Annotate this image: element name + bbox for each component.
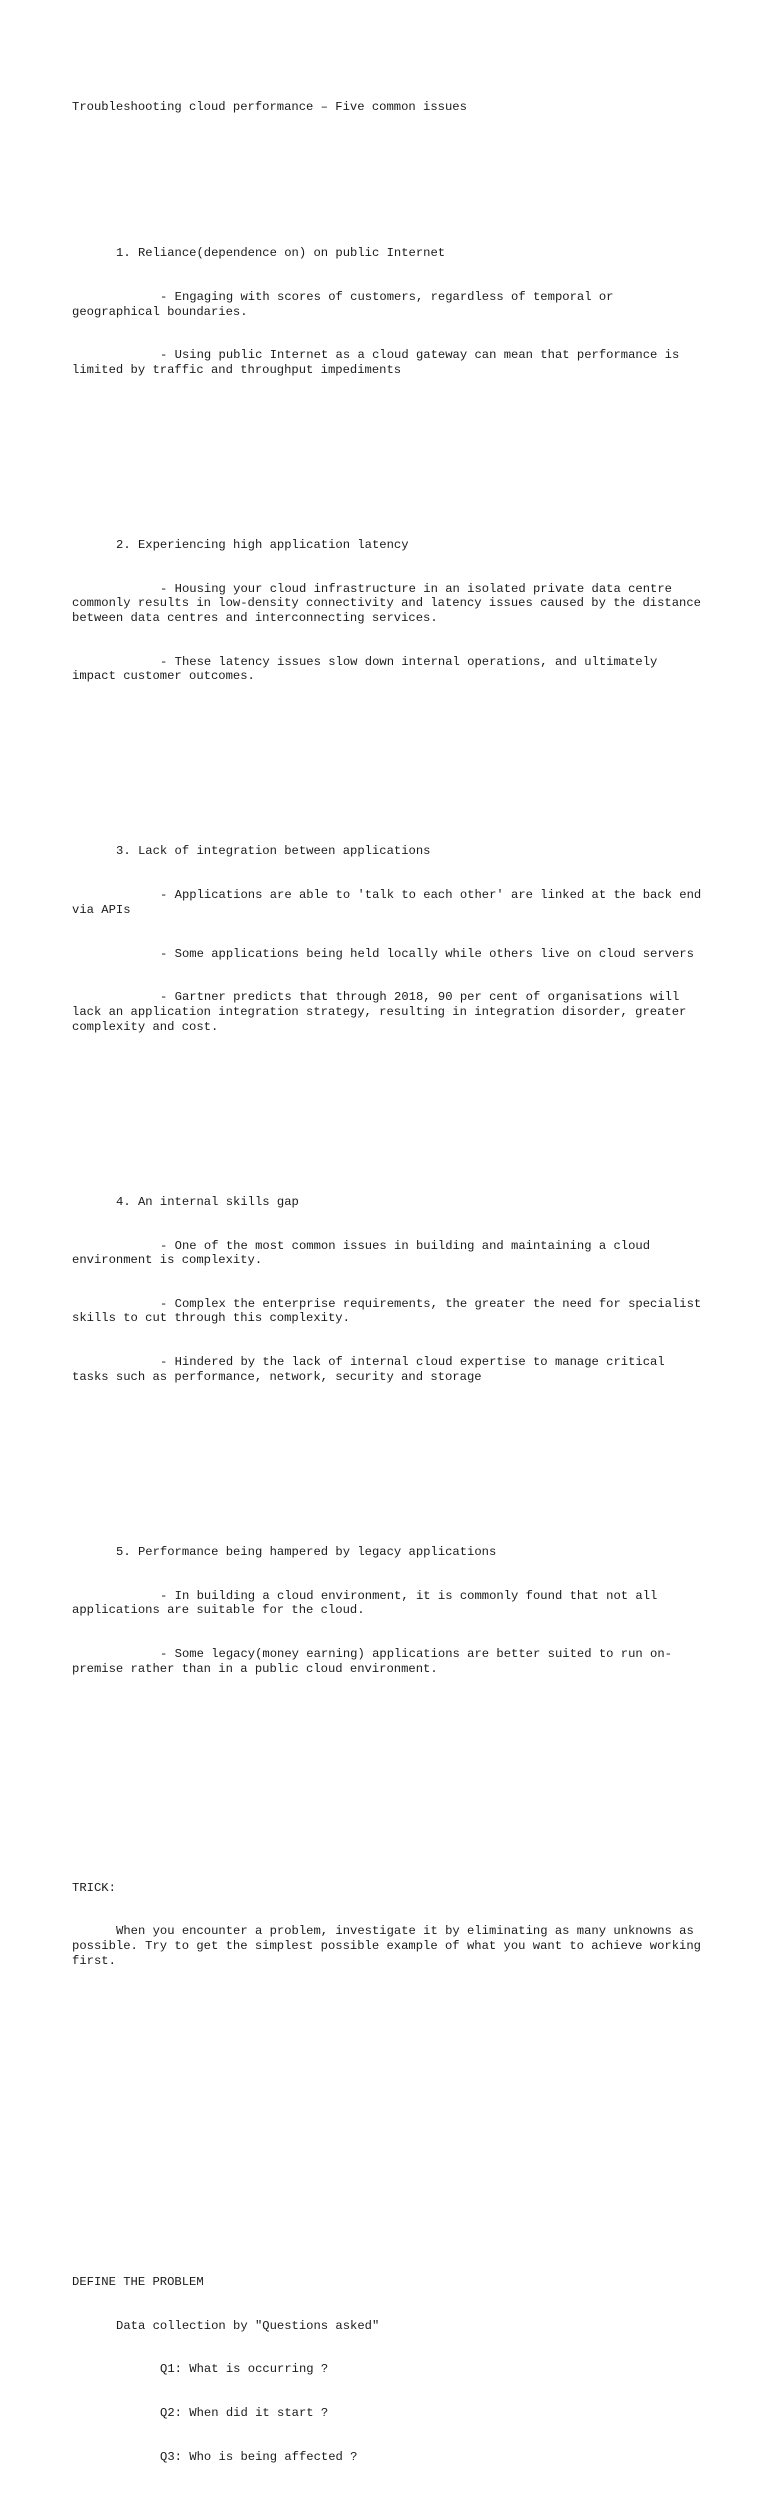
issue-point: - Using public Internet as a cloud gateway can mean that performance is limited by traffic and throughput impediments (72, 348, 687, 377)
define-subheading: Data collection by "Questions asked" (116, 2318, 380, 2333)
issue-heading: 4. An internal skills gap (116, 1194, 299, 1209)
document-page (72, 71, 708, 2508)
trick-section (72, 1851, 708, 1997)
spacer (72, 1735, 708, 1750)
question-item: Q2: When did it start ? (160, 2406, 329, 2421)
issue-heading: 2. Experiencing high application latency (116, 538, 409, 552)
issue-point: - Engaging with scores of customers, regardless of temporal or geographical boundaries. (72, 289, 621, 319)
issue-point: - Some legacy(money earning) applications are better suited to run on-premise rather than in a public cloud environment. (72, 1647, 672, 1676)
trick-label: TRICK: (72, 1880, 116, 1895)
issue-point: - Complex the enterprise requirements, the greater the need for specialist skills to cut through this complexity. (72, 1296, 709, 1326)
spacer (72, 1093, 708, 1108)
issue-section-2 (72, 509, 708, 713)
document-title: Troubleshooting cloud performance – Five common issues (72, 100, 467, 115)
issue-heading: 3. Lack of integration between applications (116, 844, 431, 859)
issue-section-1 (72, 217, 708, 407)
spacer (72, 436, 708, 451)
issue-section-4 (72, 1166, 708, 1414)
issue-point: - These latency issues slow down internal operations, and ultimately impact customer outcomes. (72, 654, 665, 684)
issue-point: - Housing your cloud infrastructure in an isolated private data centre commonly results in low-density connectivity and latency issues caused by the distance between data centres and interconnecting services. (72, 581, 709, 625)
issue-heading: 1. Reliance(dependence on) on public Internet (116, 246, 446, 261)
issue-point: - Applications are able to 'talk to each other' are linked at the back end via APIs (72, 888, 709, 917)
spacer (72, 742, 708, 757)
issue-point: - Gartner predicts that through 2018, 90 per cent of organisations will lack an application integration strategy, resulting in integration disorder, greater complexity and cost. (72, 990, 694, 1034)
define-section (72, 2246, 708, 2494)
issue-section-3 (72, 815, 708, 1063)
issue-point: - Some applications being held locally while others live on cloud servers (160, 946, 694, 961)
spacer (72, 144, 708, 159)
issue-point: - In building a cloud environment, it is commonly found that not all applications are suitable for the cloud. (72, 1588, 665, 1618)
question-item: Q3: Who is being affected ? (160, 2449, 358, 2464)
define-heading: DEFINE THE PROBLEM (72, 2274, 204, 2289)
spacer (72, 1443, 708, 1458)
issue-section-5 (72, 1516, 708, 1706)
issue-point: - One of the most common issues in building and maintaining a cloud environment is complexity. (72, 1238, 658, 1268)
spacer (72, 1778, 708, 1793)
spacer (72, 2041, 708, 2187)
issue-point: - Hindered by the lack of internal cloud expertise to manage critical tasks such as performance, network, security and storage (72, 1355, 672, 1384)
trick-text: When you encounter a problem, investigate it by eliminating as many unknowns as possible. Try to get the simplest possible example of what you want to achieve working first. (72, 1924, 709, 1968)
question-item: Q1: What is occurring ? (160, 2362, 329, 2377)
issue-heading: 5. Performance being hampered by legacy applications (116, 1544, 497, 1559)
